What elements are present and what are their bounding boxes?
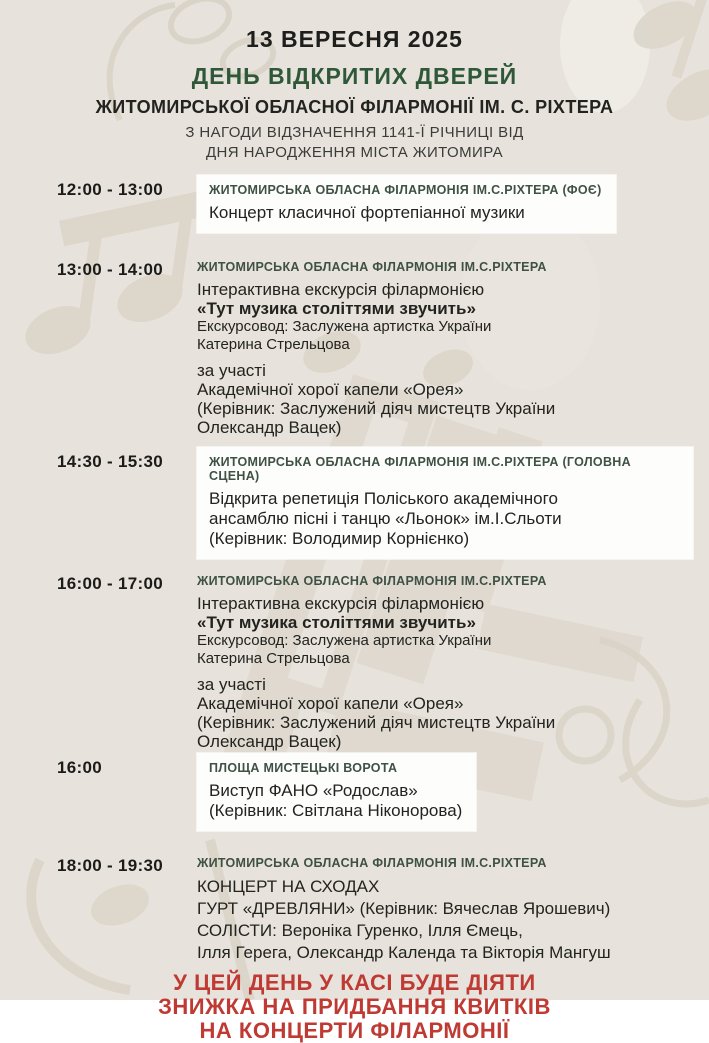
schedule xyxy=(0,175,709,964)
organization-name: ЖИТОМИРСЬКОЇ ОБЛАСНОЇ ФІЛАРМОНІЇ ІМ. С. РІХТЕРА xyxy=(95,97,614,117)
discount-notice xyxy=(0,971,709,1043)
event-line: ансамблю пісні і танцю «Льонок» ім.І.Сльоти xyxy=(209,509,562,528)
event-line: Академічної хорої капели «Орея» xyxy=(197,694,464,713)
discount-line-2: ЗНИЖКА НА ПРИДБАННЯ КВИТКІВ xyxy=(158,994,551,1019)
event-time: 16:00 - 17:00 xyxy=(57,574,163,593)
event-line: Інтерактивна екскурсія філармонією xyxy=(197,594,485,613)
event-time: 14:30 - 15:30 xyxy=(57,452,163,471)
event-line: Олександр Вацек) xyxy=(197,732,342,751)
occasion-line-2: ДНЯ НАРОДЖЕННЯ МІСТА ЖИТОМИРА xyxy=(205,144,504,161)
event-line: Олександр Вацек) xyxy=(197,418,342,437)
event-line: Відкрита репетиція Поліського академічного xyxy=(209,489,558,508)
event-venue: ЖИТОМИРСЬКА ОБЛАСНА ФІЛАРМОНІЯ ІМ.С.РІХТЕРА (ГОЛОВНА СЦЕНА) xyxy=(209,455,631,483)
discount-line-1: У ЦЕЙ ДЕНЬ У КАСІ БУДЕ ДІЯТИ xyxy=(173,970,536,995)
occasion-line-1: З НАГОДИ ВІДЗНАЧЕННЯ 1141-Ї РІЧНИЦІ ВІД xyxy=(185,124,524,141)
event-details xyxy=(197,447,693,559)
poster-header xyxy=(0,0,709,162)
event-venue: ЖИТОМИРСЬКА ОБЛАСНА ФІЛАРМОНІЯ ІМ.С.РІХТЕРА xyxy=(197,856,547,870)
event-line: (Керівник: Заслужений діяч мистецтв України xyxy=(197,399,556,418)
discount-line-3: НА КОНЦЕРТИ ФІЛАРМОНІЇ xyxy=(199,1018,510,1043)
event-line: (Керівник: Заслужений діяч мистецтв України xyxy=(197,713,556,732)
event-venue: ПЛОЩА МИСТЕЦЬКІ ВОРОТА xyxy=(209,761,398,775)
event-line: «Тут музика століттями звучить» xyxy=(197,299,476,318)
event-row xyxy=(0,569,709,751)
event-lines xyxy=(197,594,555,751)
event-row xyxy=(0,447,709,559)
event-date: 13 ВЕРЕСНЯ 2025 xyxy=(246,26,463,52)
event-time: 12:00 - 13:00 xyxy=(57,180,163,199)
event-line: за участі xyxy=(197,361,266,380)
event-line: «Тут музика століттями звучить» xyxy=(197,613,476,632)
event-line: (Керівник: Володимир Корнієнко) xyxy=(209,529,470,548)
event-line: за участі xyxy=(197,675,266,694)
event-row xyxy=(0,175,709,233)
event-lines xyxy=(209,203,602,223)
event-line: Катерина Стрельцова xyxy=(197,336,350,353)
event-line: СОЛІСТИ: Вероніка Гуренко, Ілля Ємець, xyxy=(197,921,523,940)
event-line: Концерт класичної фортепіанної музики xyxy=(209,203,525,222)
event-details xyxy=(197,569,555,751)
event-line: ГУРТ «ДРЕВЛЯНИ» (Керівник: Вячеслав Ярошевич) xyxy=(197,899,611,918)
event-line: Ілля Герега, Олександр Календа та Вікторія Мангуш xyxy=(197,943,611,962)
event-row xyxy=(0,851,709,964)
event-line: Екскурсовод: Заслужена артистка України xyxy=(197,318,492,335)
event-time: 18:00 - 19:30 xyxy=(57,856,163,875)
event-venue: ЖИТОМИРСЬКА ОБЛАСНА ФІЛАРМОНІЯ ІМ.С.РІХТЕРА xyxy=(197,260,547,274)
event-venue: ЖИТОМИРСЬКА ОБЛАСНА ФІЛАРМОНІЯ ІМ.С.РІХТЕРА xyxy=(197,574,547,588)
event-line: Виступ ФАНО «Родослав» xyxy=(209,781,418,800)
event-line: (Керівник: Світлана Ніконорова) xyxy=(209,801,463,820)
event-line: Академічної хорої капели «Орея» xyxy=(197,380,464,399)
event-lines xyxy=(197,280,555,437)
event-lines xyxy=(209,489,679,549)
event-line: Інтерактивна екскурсія філармонією xyxy=(197,280,485,299)
event-lines xyxy=(197,876,611,964)
event-row xyxy=(0,255,709,437)
event-details xyxy=(197,851,611,964)
event-details xyxy=(197,255,555,437)
event-line: КОНЦЕРТ НА СХОДАХ xyxy=(197,877,380,896)
event-line: Катерина Стрельцова xyxy=(197,650,350,667)
event-details xyxy=(197,753,476,831)
event-line: Екскурсовод: Заслужена артистка України xyxy=(197,632,492,649)
event-time: 16:00 xyxy=(57,758,102,777)
event-venue: ЖИТОМИРСЬКА ОБЛАСНА ФІЛАРМОНІЯ ІМ.С.РІХТЕРА (ФОЄ) xyxy=(209,183,602,197)
event-details xyxy=(197,175,616,233)
event-lines xyxy=(209,781,462,821)
event-row xyxy=(0,753,709,831)
event-time: 13:00 - 14:00 xyxy=(57,260,163,279)
page-title: ДЕНЬ ВІДКРИТИХ ДВЕРЕЙ xyxy=(191,63,518,89)
